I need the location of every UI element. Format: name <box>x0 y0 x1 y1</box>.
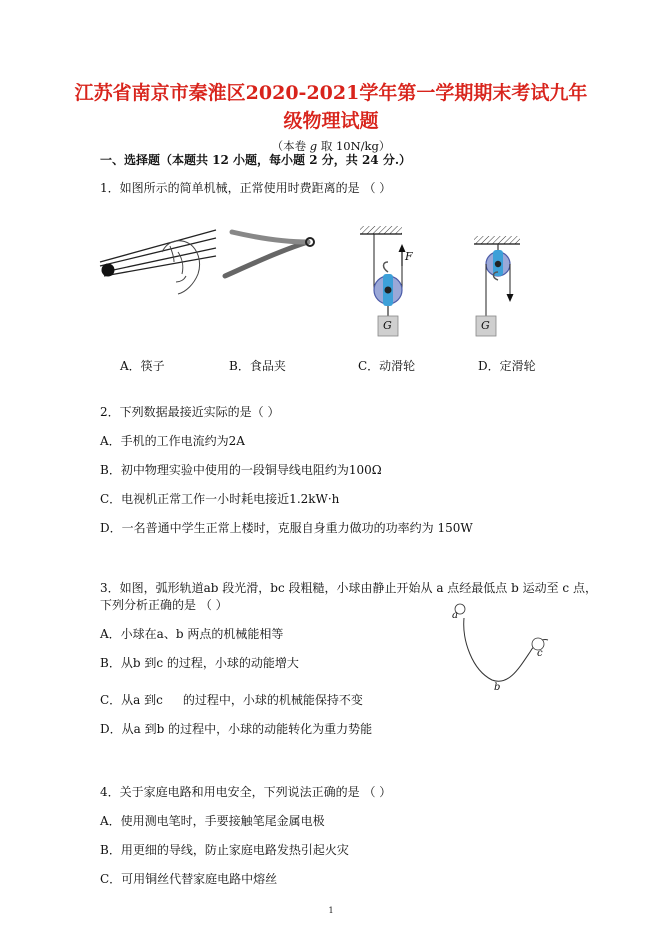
exam-title-line2: 级物理试题 <box>283 110 379 132</box>
fixed-pulley-figure <box>470 232 530 342</box>
q2-option-b: B．初中物理实验中使用的一段铜导线电阻约为100Ω <box>100 463 382 477</box>
q2-stem: 2．下列数据最接近实际的是（ ） <box>100 405 280 419</box>
point-c-label: c <box>537 648 543 659</box>
weight-label-movable: G <box>383 319 392 332</box>
q3-stem-line2: 下列分析正确的是 （ ） <box>100 598 228 612</box>
q3-option-c <box>100 692 363 708</box>
q3-option-b: B．从b 到c 的过程，小球的动能增大 <box>100 656 299 670</box>
note-variable: g <box>309 139 318 153</box>
note-suffix: 取 10N/kg） <box>320 139 391 153</box>
q3-option-c-part1: C．从a 到c <box>100 693 163 707</box>
q2-option-a: A．手机的工作电流约为2A <box>100 434 245 448</box>
q2-option-c: C．电视机正常工作一小时耗电接近1.2kW·h <box>100 492 340 506</box>
q4-stem: 4．关于家庭电路和用电安全，下列说法正确的是 （ ） <box>100 785 392 799</box>
q3-option-d: D．从a 到b 的过程中，小球的动能转化为重力势能 <box>100 722 373 736</box>
q2-option-d: D．一名普通中学生正常上楼时，克服自身重力做功的功率约为 150W <box>100 521 473 535</box>
q3-option-a: A．小球在a、b 两点的机械能相等 <box>100 627 284 641</box>
q3-option-c-part2: 的过程中，小球的机械能保持不变 <box>182 693 363 707</box>
section-heading: 一、选择题（本题共 12 小题，每小题 2 分，共 24 分.） <box>100 153 411 167</box>
q4-option-b: B．用更细的导线，防止家庭电路发热引起火灾 <box>100 843 349 857</box>
note-prefix: （本卷 <box>271 139 307 153</box>
q1-option-d: D．定滑轮 <box>478 359 536 373</box>
food-tongs-figure <box>222 224 322 284</box>
q4-option-a: A．使用测电笔时，手要接触笔尾金属电极 <box>100 814 325 828</box>
q1-option-c: C．动滑轮 <box>358 359 416 373</box>
q1-stem: 1．如图所示的简单机械，正常使用时费距离的是 （ ） <box>100 181 392 195</box>
weight-label-fixed: G <box>481 319 490 332</box>
exam-title-line1: 江苏省南京市秦淮区2020-2021学年第一学期期末考试九年 <box>74 82 588 104</box>
q1-option-a: A．筷子 <box>120 359 165 373</box>
page-number: 1 <box>328 906 334 915</box>
track-figure <box>450 600 560 700</box>
q4-option-c: C．可用铜丝代替家庭电路中熔丝 <box>100 872 278 886</box>
q1-option-b: B．食品夹 <box>229 359 286 373</box>
point-b-label: b <box>494 682 501 693</box>
point-a-label: a <box>452 610 458 621</box>
force-label: F <box>405 250 413 263</box>
q3-stem-line1: 3．如图，弧形轨道ab 段光滑，bc 段粗糙，小球由静止开始从 a 点经最低点 b 运动至 c 点， <box>100 581 597 595</box>
chopsticks-figure <box>98 222 218 300</box>
